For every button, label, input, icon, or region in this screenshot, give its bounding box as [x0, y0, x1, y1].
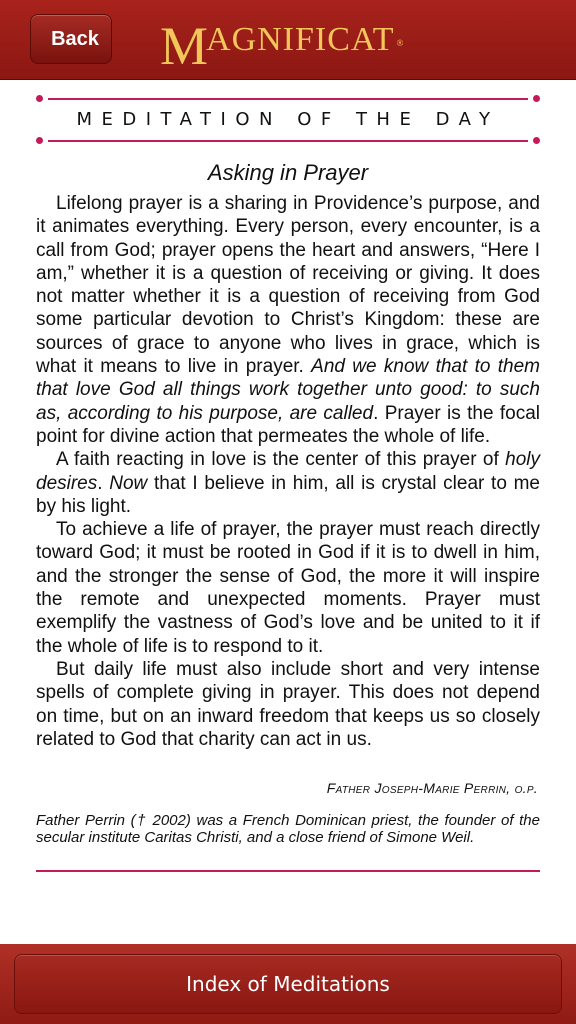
article-title: Asking in Prayer	[207, 160, 369, 185]
paragraph-2: A faith reacting in love is the center of this prayer of holy desires. Now that I believe in him, all is crystal clear to me by his light.	[36, 449, 540, 517]
paragraph-4: But daily life must also include short and very intense spells of complete giving in prayer. This does not depend on time, but on an inward freedom that keeps us so closely related to God that charity can act in us.	[36, 658, 540, 750]
magnificat-logo	[160, 6, 403, 76]
bottom-bar	[0, 944, 576, 1024]
logo-initial: M	[160, 16, 209, 76]
bio-divider	[36, 870, 540, 872]
decorative-dot-icon	[533, 95, 540, 102]
decorative-dot-icon	[36, 95, 43, 102]
header-divider-bottom	[48, 140, 528, 142]
logo-wordmark: AGNIFICAT	[206, 21, 395, 58]
top-navigation-bar	[0, 0, 576, 80]
scripture-quote: And we know that to them that love God all things work together unto good: to such as, according to his purpose, are called	[36, 356, 540, 424]
back-button[interactable]	[30, 14, 112, 64]
paragraph-1: Lifelong prayer is a sharing in Providence’s purpose, and it animates everything. Every person, every encounter, is a call from God; prayer opens the heart and answers, “Here I am,” whether it is a question of receiving or giving. It does not matter whether it is a question of receiving from God some particular devotion to Christ’s Kingdom: these are sources of grace to anyone who lives in grace, which is what it means to live in prayer. And we know that to them that love God all things work together unto good: to such as, according to his purpose, are called. Prayer is the focal point for divine action that permeates the whole of life.	[36, 193, 540, 447]
back-button-label: Back	[51, 27, 99, 50]
decorative-dot-icon	[36, 137, 43, 144]
meditation-body	[36, 192, 540, 751]
author-attribution: Father Joseph-Marie Perrin, o.p.	[326, 780, 538, 796]
section-header	[36, 92, 540, 150]
logo-registered-mark: ®	[396, 38, 404, 48]
header-divider-top	[48, 98, 528, 100]
decorative-dot-icon	[533, 137, 540, 144]
author-bio: Father Perrin († 2002) was a French Dominican priest, the founder of the secular institute Caritas Christi, and a close friend of Simone Weil.	[36, 812, 540, 846]
paragraph-3: To achieve a life of prayer, the prayer must reach directly toward God; it must be rooted in God if it is to dwell in him, and the stronger the sense of God, the more it will inspire the remote and unexpected moments. Prayer must exemplify the vastness of God’s love and be united to it if the whole of life is to respond to it.	[36, 519, 540, 657]
index-of-meditations-button[interactable]: Index of Meditations	[14, 954, 562, 1014]
section-title: MEDITATION OF THE DAY	[76, 109, 500, 130]
